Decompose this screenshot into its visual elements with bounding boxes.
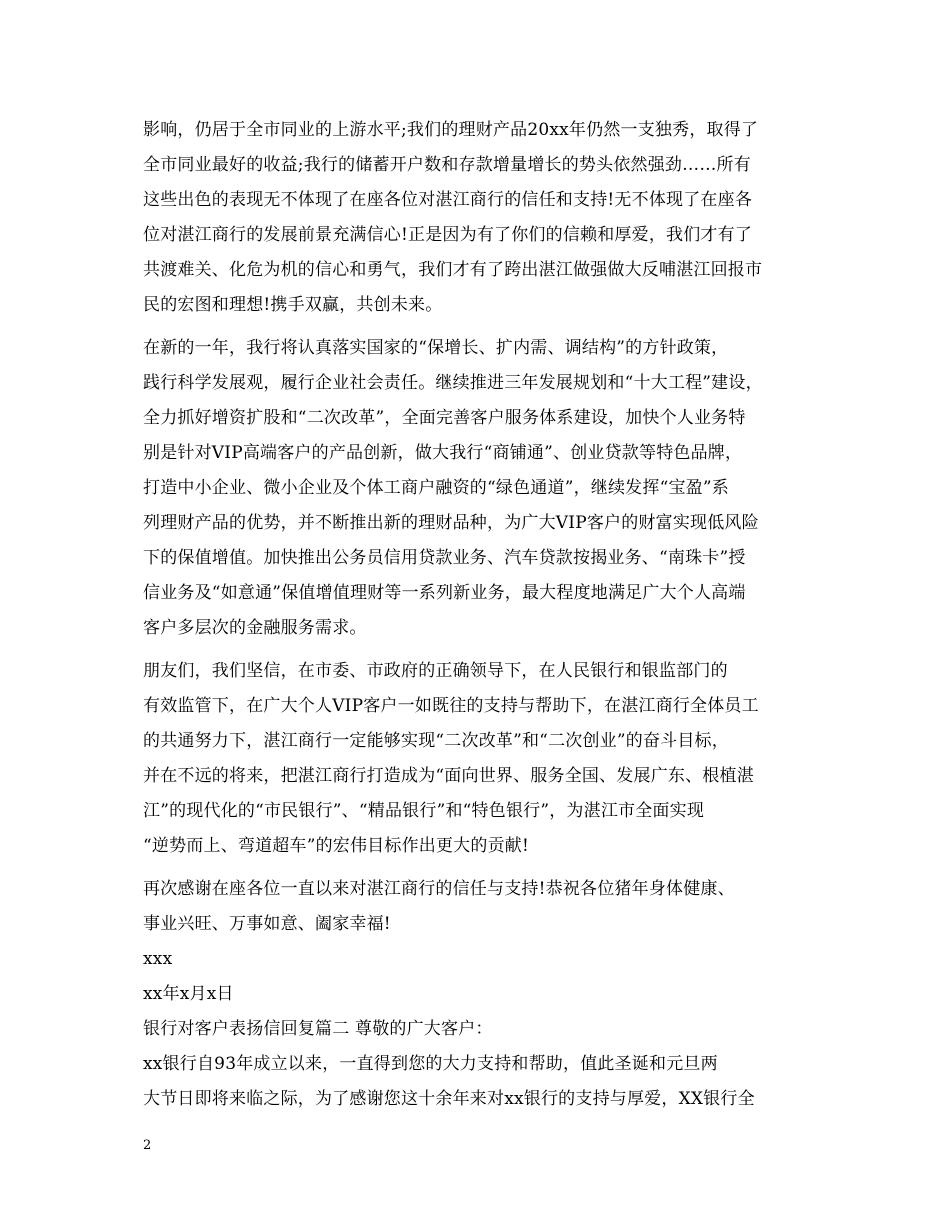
text-line: 这些出色的表现无不体现了在座各位对湛江商行的信任和支持!无不体现了在座各 (143, 190, 753, 210)
text-line: 有效监管下，在广大个人VIP客户一如既往的支持与帮助下，在湛江商行全体员工 (143, 696, 759, 716)
text-line: 民的宏图和理想!携手双赢，共创未来。 (143, 295, 443, 315)
text-line: 江”的现代化的“市民银行”、“精品银行”和“特色银行”，为湛江市全面实现 (143, 801, 705, 821)
text-line: 银行对客户表扬信回复篇二 尊敬的广大客户： (143, 1019, 493, 1039)
text-line: 共渡难关、化危为机的信心和勇气，我们才有了跨出湛江做强做大反哺湛江回报市 (143, 260, 763, 280)
page-number: 2 (143, 1138, 152, 1153)
text-line: 全市同业最好的收益;我行的储蓄开户数和存款增量增长的势头依然强劲……所有 (143, 155, 751, 175)
text-line: xxx (143, 949, 173, 969)
text-line: 列理财产品的优势，并不断推出新的理财品种，为广大VIP客户的财富实现低风险 (143, 513, 759, 533)
text-line: 在新的一年，我行将认真落实国家的“保增长、扩内需、调结构”的方针政策， (143, 338, 729, 358)
text-line: 影响，仍居于全市同业的上游水平;我们的理财产品20xx年仍然一支独秀，取得了 (143, 120, 759, 140)
text-line: 客户多层次的金融服务需求。 (143, 618, 367, 638)
text-line: xx银行自93年成立以来，一直得到您的大力支持和帮助，值此圣诞和元旦两 (143, 1054, 718, 1074)
text-line: 打造中小企业、微小企业及个体工商户融资的“绿色通道”，继续发挥“宝盈”系 (143, 478, 729, 498)
text-line: “逆势而上、弯道超车”的宏伟目标作出更大的贡献! (143, 836, 530, 856)
text-line: 信业务及“如意通”保值增值理财等一系列新业务，最大程度地满足广大个人高端 (143, 583, 746, 603)
text-line: 下的保值增值。加快推出公务员信用贷款业务、汽车贷款按揭业务、“南珠卡”授 (143, 548, 746, 568)
text-line: 事业兴旺、万事如意、阖家幸福! (143, 914, 391, 934)
text-line: 位对湛江商行的发展前景充满信心!正是因为有了你们的信赖和厚爱，我们才有了 (143, 225, 753, 245)
text-line: 并在不远的将来，把湛江商行打造成为“面向世界、服务全国、发展广东、根植湛 (143, 766, 754, 786)
text-line: 践行科学发展观，履行企业社会责任。继续推进三年发展规划和“十大工程”建设， (143, 373, 763, 393)
text-line: 大节日即将来临之际，为了感谢您这十余年来对xx银行的支持与厚爱，XX银行全 (143, 1089, 755, 1109)
text-line: 别是针对VIP高端客户的产品创新，做大我行“商铺通”、创业贷款等特色品牌， (143, 443, 743, 463)
text-line: 全力抓好增资扩股和“二次改革”，全面完善客户服务体系建设，加快个人业务特 (143, 408, 746, 428)
text-line: xx年x月x日 (143, 984, 234, 1004)
text-line: 的共通努力下，湛江商行一定能够实现“二次改革”和“二次创业”的奋斗目标， (143, 731, 729, 751)
text-line: 朋友们，我们坚信，在市委、市政府的正确领导下，在人民银行和银监部门的 (143, 661, 728, 681)
text-line: 再次感谢在座各位一直以来对湛江商行的信任与支持!恭祝各位猪年身体健康、 (143, 879, 735, 899)
